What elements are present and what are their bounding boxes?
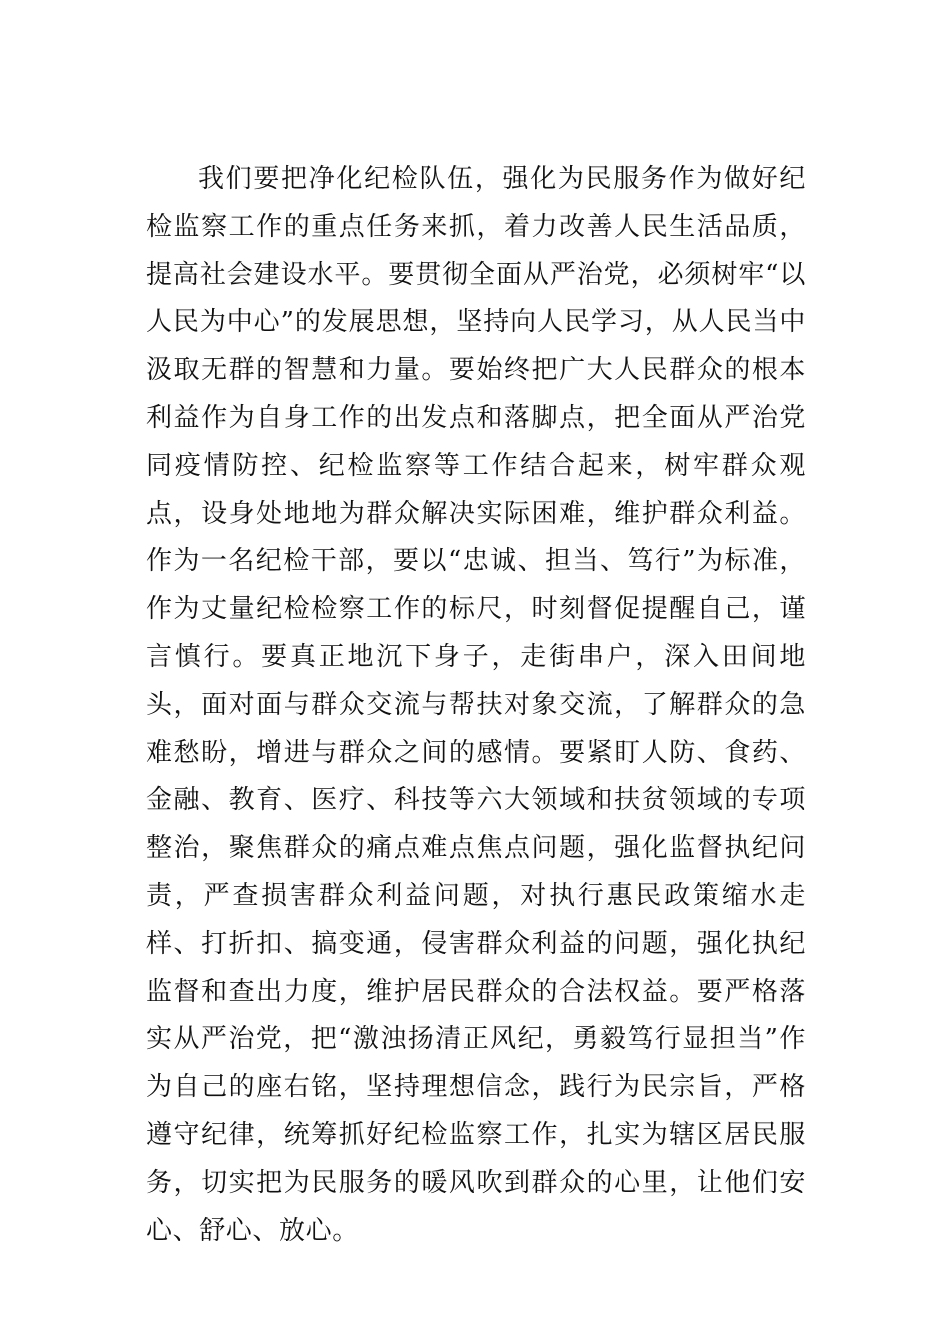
body-paragraph: 我们要把净化纪检队伍，强化为民服务作为做好纪检监察工作的重点任务来抓，着力改善人民生活品质，提高社会建设水平。要贯彻全面从严治党，必须树牢“以人民为中心”的发展思想，坚持向人民学习，从人民当中汲取无群的智慧和力量。要始终把广大人民群众的根本利益作为自身工作的出发点和落脚点，把全面从严治党同疫情防控、纪检监察等工作结合起来，树牢群众观点，设身处地地为群众解决实际困难，维护群众利益。作为一名纪检干部，要以“忠诚、担当、笃行”为标准，作为丈量纪检检察工作的标尺，时刻督促提醒自己，谨言慎行。要真正地沉下身子，走街串户，深入田间地头，面对面与群众交流与帮扶对象交流，了解群众的急难愁盼，增进与群众之间的感情。要紧盯人防、食药、金融、教育、医疗、科技等六大领域和扶贫领域的专项整治，聚焦群众的痛点难点焦点问题，强化监督执纪问责，严查损害群众利益问题，对执行惠民政策缩水走样、打折扣、搞变通，侵害群众利益的问题，强化执纪监督和查出力度，维护居民群众的合法权益。要严格落实从严治党，把“激浊扬清正风纪，勇毅笃行显担当”作为自己的座右铭，坚持理想信念，践行为民宗旨，严格遵守纪律，统筹抓好纪检监察工作，扎实为辖区居民服务，切实把为民服务的暖风吹到群众的心里，让他们安心、舒心、放心。 <box>146 164 806 1246</box>
